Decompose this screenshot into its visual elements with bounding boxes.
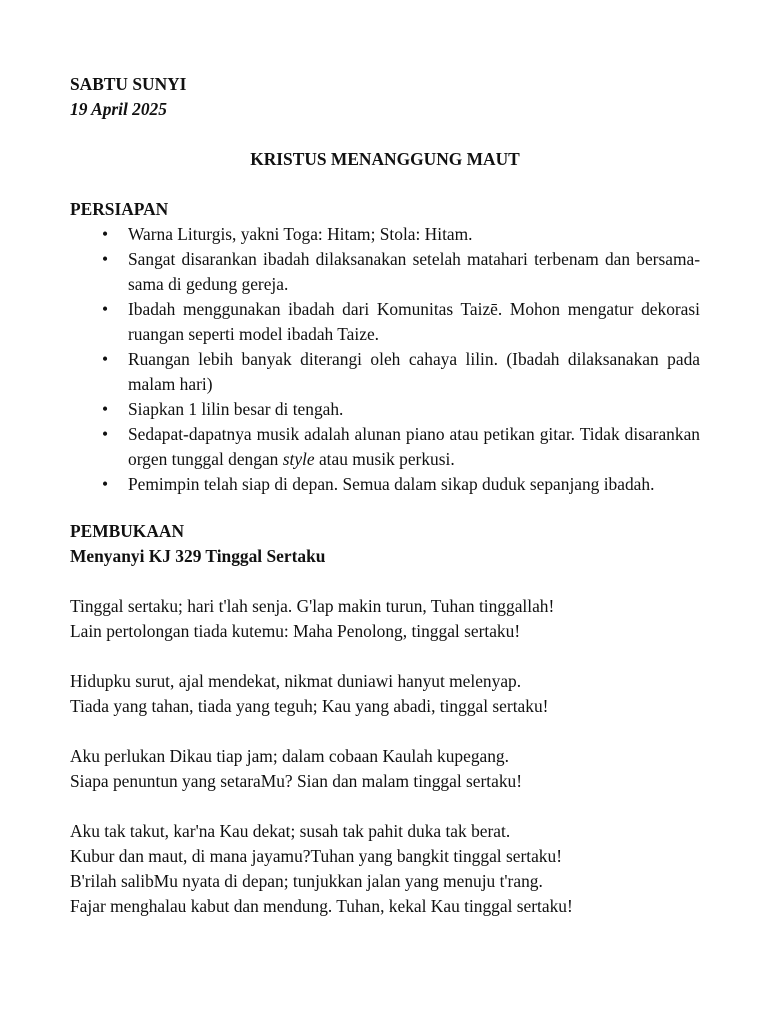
document-date: 19 April 2025 xyxy=(70,99,167,119)
list-item-text-part: atau musik perkusi. xyxy=(314,449,455,469)
main-heading: KRISTUS MENANGGUNG MAUT xyxy=(250,149,520,169)
list-item xyxy=(70,222,700,247)
lyric-line: Siapa penuntun yang setaraMu? Sian dan malam tinggal sertaku! xyxy=(70,771,523,791)
list-item xyxy=(70,472,700,497)
persiapan-list xyxy=(70,222,700,497)
list-item xyxy=(70,397,700,422)
lyric-stanza xyxy=(70,819,700,919)
list-item-text xyxy=(128,424,700,469)
bullet-icon: • xyxy=(102,349,109,369)
list-item xyxy=(70,247,700,297)
document-title: SABTU SUNYI xyxy=(70,74,187,94)
list-item-text: Pemimpin telah siap di depan. Semua dalam sikap duduk sepanjang ibadah. xyxy=(128,474,655,494)
bullet-icon: • xyxy=(102,224,109,244)
list-item xyxy=(70,297,700,347)
bullet-icon: • xyxy=(102,299,109,319)
list-item xyxy=(70,422,700,472)
lyric-line: Lain pertolongan tiada kutemu: Maha Penolong, tinggal sertaku! xyxy=(70,621,521,641)
lyric-line: Tiada yang tahan, tiada yang teguh; Kau yang abadi, tinggal sertaku! xyxy=(70,696,549,716)
lyric-line: Aku perlukan Dikau tiap jam; dalam cobaan Kaulah kupegang. xyxy=(70,746,509,766)
bullet-icon: • xyxy=(102,249,109,269)
lyric-line: Hidupku surut, ajal mendekat, nikmat duniawi hanyut melenyap. xyxy=(70,671,522,691)
lyric-stanza xyxy=(70,744,700,794)
lyric-line: Fajar menghalau kabut dan mendung. Tuhan, kekal Kau tinggal sertaku! xyxy=(70,896,573,916)
list-item-text: Ibadah menggunakan ibadah dari Komunitas Taizē. Mohon mengatur dekorasi ruangan seperti model ibadah Taize. xyxy=(128,299,700,344)
section-heading-persiapan: PERSIAPAN xyxy=(70,199,169,219)
lyric-line: Kubur dan maut, di mana jayamu?Tuhan yang bangkit tinggal sertaku! xyxy=(70,846,562,866)
song-lyrics xyxy=(70,594,700,919)
list-item-text: Warna Liturgis, yakni Toga: Hitam; Stola: Hitam. xyxy=(128,224,473,244)
bullet-icon: • xyxy=(102,424,109,444)
lyric-line: B'rilah salibMu nyata di depan; tunjukkan jalan yang menuju t'rang. xyxy=(70,871,543,891)
lyric-stanza xyxy=(70,669,700,719)
song-title: Menyanyi KJ 329 Tinggal Sertaku xyxy=(70,546,326,566)
list-item-text-part: Sedapat-dapatnya musik adalah alunan piano atau petikan gitar. Tidak disarankan orgen tunggal dengan xyxy=(128,424,700,469)
list-item-text: Ruangan lebih banyak diterangi oleh cahaya lilin. (Ibadah dilaksanakan pada malam hari) xyxy=(128,349,700,394)
lyric-stanza xyxy=(70,594,700,644)
lyric-line: Tinggal sertaku; hari t'lah senja. G'lap makin turun, Tuhan tinggallah! xyxy=(70,596,555,616)
document-page xyxy=(70,72,700,919)
list-item xyxy=(70,347,700,397)
bullet-icon: • xyxy=(102,399,109,419)
list-item-text: Siapkan 1 lilin besar di tengah. xyxy=(128,399,344,419)
section-heading-pembukaan: PEMBUKAAN xyxy=(70,521,184,541)
list-item-text: Sangat disarankan ibadah dilaksanakan setelah matahari terbenam dan bersama-sama di gedung gereja. xyxy=(128,249,700,294)
emphasis-style: style xyxy=(282,449,315,469)
bullet-icon: • xyxy=(102,474,109,494)
lyric-line: Aku tak takut, kar'na Kau dekat; susah tak pahit duka tak berat. xyxy=(70,821,511,841)
